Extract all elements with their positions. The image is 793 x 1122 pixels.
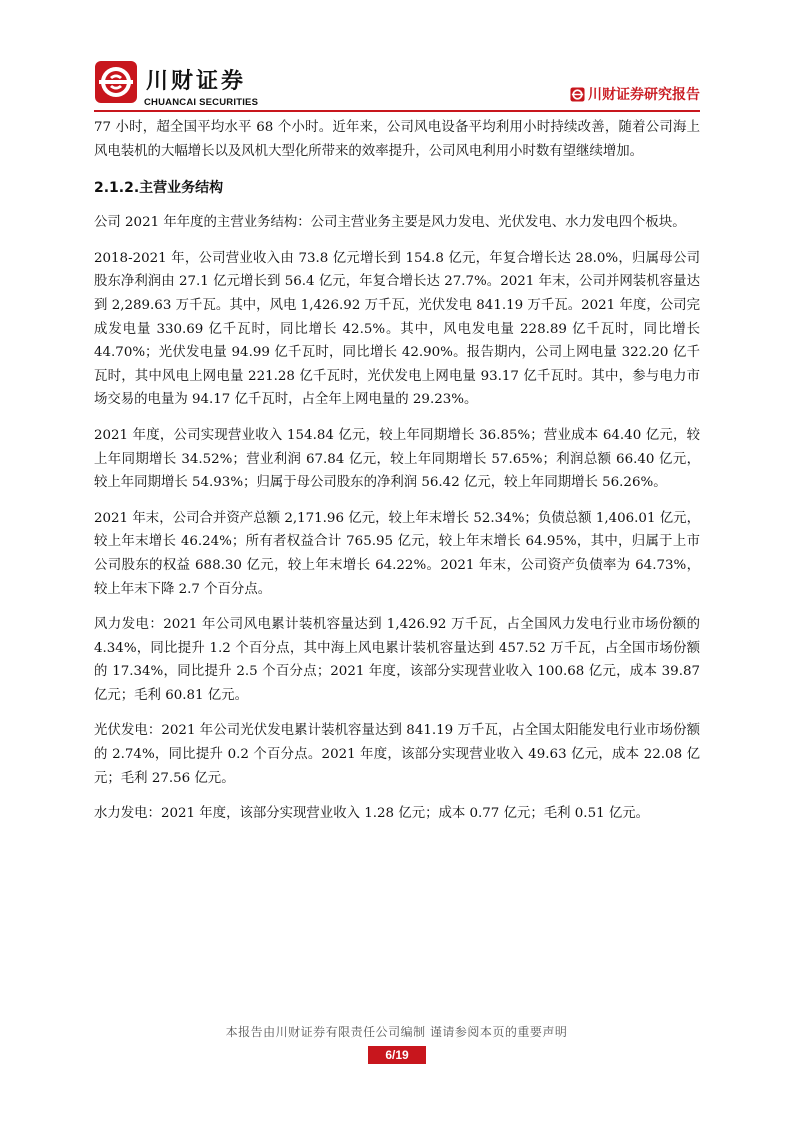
report-body xyxy=(94,116,700,838)
paragraph-solar-power: 光伏发电：2021 年公司光伏发电累计装机容量达到 841.19 万千瓦，占全国太阳能发电行业市场份额的 2.74%，同比提升 0.2 个百分点。2021 年度，该部分实现营业收入 49.63 亿元，成本 22.08 亿元；毛利 27.56 亿元。 xyxy=(94,723,700,786)
page-header xyxy=(94,58,700,108)
footer-disclaimer: 本报告由川财证券有限责任公司编制 谨请参阅本页的重要声明 xyxy=(225,1025,568,1039)
paragraph-growth-2018-2021: 2018-2021 年，公司营业收入由 73.8 亿元增长到 154.8 亿元，年复合增长达 28.0%，归属母公司股东净利润由 27.1 亿元增长到 56.4 亿元，年复合增长达 27.7%。2021 年末，公司并网装机容量达到 2,289.63 万千瓦。其中，风电 1,426.92 万千瓦，光伏发电 841.19 万千瓦。2021 年度，公司完成发电量 330.69 亿千瓦时，同比增长 42.5%。其中，风电发电量 228.89 亿千瓦时，同比增长 44.70%；光伏发电量 94.99 亿千瓦时，同比增长 42.90%。报告期内，公司上网电量 322.20 亿千瓦时，其中风电上网电量 221.28 亿千瓦时，光伏发电上网电量 93.17 亿千瓦时。其中，参与电力市场交易的电量为 94.17 亿千瓦时，占全年上网电量的 29.23%。 xyxy=(94,250,700,408)
company-name-cn: 川财证券 xyxy=(146,69,247,94)
paragraph-business-structure: 公司 2021 年年度的主营业务结构：公司主营业务主要是风力发电、光伏发电、水力发电四个板块。 xyxy=(94,215,686,231)
header-divider xyxy=(94,110,700,112)
paragraph-2021-assets: 2021 年末，公司合并资产总额 2,171.96 亿元，较上年末增长 52.34%；负债总额 1,406.01 亿元，较上年末增长 46.24%；所有者权益合计 765.95 亿元，较上年末增长 64.95%，其中，归属于上市公司股东的权益 688.30 亿元，较上年末增长 64.22%。2021 年末，公司资产负债率为 64.73%，较上年末下降 2.7 个百分点。 xyxy=(94,510,700,597)
paragraph-utilization-hours: 77 小时，超全国平均水平 68 个小时。近年来，公司风电设备平均利用小时持续改善，随着公司海上风电装机的大幅增长以及风机大型化所带来的效率提升，公司风电利用小时数有望继续增加。 xyxy=(94,120,700,159)
report-type-text: 川财证券研究报告 xyxy=(588,87,700,103)
section-heading: 2.1.2.主营业务结构 xyxy=(94,180,224,197)
chuancai-logo-icon xyxy=(94,60,138,104)
paragraph-2021-revenue: 2021 年度，公司实现营业收入 154.84 亿元，较上年同期增长 36.85%；营业成本 64.40 亿元，较上年同期增长 34.52%；营业利润 67.84 亿元，较上年同期增长 57.65%；利润总额 66.40 亿元，较上年同期增长 54.93%；归属于母公司股东的净利润 56.42 亿元，较上年同期增长 56.26%。 xyxy=(94,427,700,491)
paragraph-hydro-power: 水力发电：2021 年度，该部分实现营业收入 1.28 亿元；成本 0.77 亿元；毛利 0.51 亿元。 xyxy=(94,806,650,822)
company-name-en: CHUANCAI SECURITIES xyxy=(144,97,259,108)
page-number: 6/19 xyxy=(368,1046,426,1064)
report-type-label xyxy=(570,84,700,104)
mini-logo-icon xyxy=(570,87,585,102)
paragraph-wind-power: 风力发电：2021 年公司风电累计装机容量达到 1,426.92 万千瓦，占全国风力发电行业市场份额的 4.34%，同比提升 1.2 个百分点，其中海上风电累计装机容量达到 457.52 万千瓦，占全国市场份额的 17.34%，同比提升 2.5 个百分点；2021 年度，该部分实现营业收入 100.68 亿元，成本 39.87 亿元；毛利 60.81 亿元。 xyxy=(94,617,700,703)
